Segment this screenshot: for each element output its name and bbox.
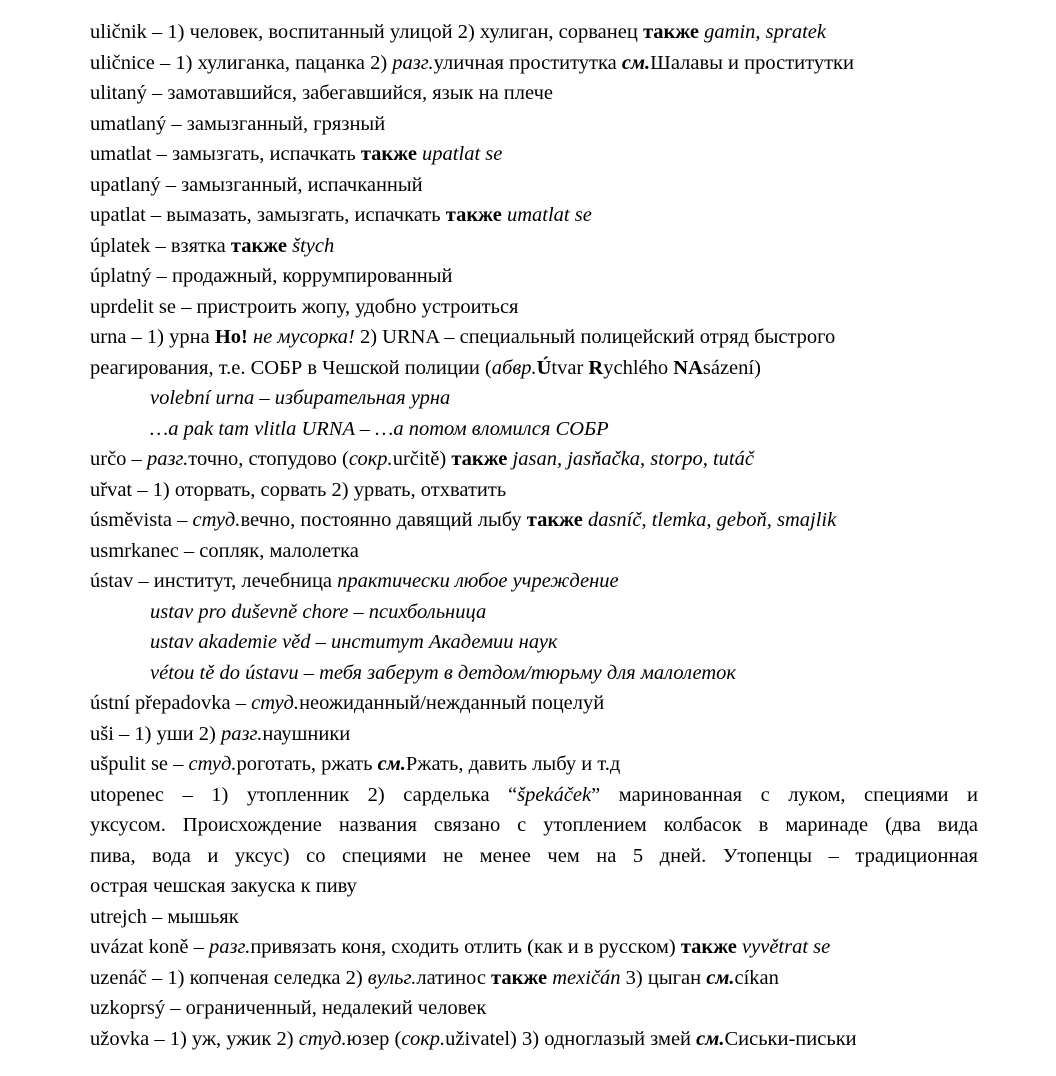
italic-text: разг. [392, 51, 434, 74]
text-run: uživatel) 3) одноглазый змей [445, 1027, 697, 1050]
emphasis-text: см. [621, 51, 651, 74]
text-run: úplatný – продажный, коррумпированный [90, 265, 453, 287]
italic-text: …a pak tam vlitla URNA – …а потом вломился СОБР [150, 417, 609, 440]
text-run: уксусом. Происхождение названия связано с утоплением колбасок в маринаде (два вида [90, 814, 978, 836]
italic-text: сокр. [348, 448, 393, 470]
entry-line [90, 566, 978, 597]
entry-line [90, 902, 978, 933]
emphasis-text: также [451, 448, 508, 470]
entry-line [90, 780, 978, 811]
text-run: Ржать, давить лыбу и т.д [405, 753, 621, 775]
example-line [90, 658, 978, 689]
italic-text: mexičán [547, 966, 621, 989]
text-run: určo – [90, 448, 147, 470]
entry-line [90, 871, 978, 902]
entry-line [90, 688, 978, 719]
text-run: ušpulit se – [90, 753, 189, 775]
dictionary-page [90, 17, 978, 1054]
emphasis-text: также [680, 936, 737, 958]
entry-line [90, 231, 978, 262]
italic-text: vétou tě do ústavu – тебя заберут в детдом/тюрьму для малолеток [150, 661, 737, 684]
text-run: вечно, постоянно давящий лыбу [240, 509, 527, 531]
text-run: tvar [551, 356, 589, 379]
entry-line [90, 292, 978, 323]
text-run: určitě) [392, 448, 452, 470]
emphasis-text: также [526, 509, 583, 531]
text-run: реагирования, т.е. СОБР в Чешской полиции ( [90, 356, 492, 379]
text-run: неожиданный/нежданный поцелуй [299, 692, 605, 714]
text-run: užovka – 1) уж, ужик 2) [90, 1027, 299, 1050]
text-run: 3) цыган [620, 966, 707, 989]
italic-text: студ. [188, 753, 237, 775]
example-line [90, 627, 978, 658]
text-run: uličnice – 1) хулиганка, пацанка 2) [90, 51, 393, 74]
text-run: уличная проститутка [433, 51, 622, 74]
entry-line [90, 78, 978, 109]
emphasis-text: NA [673, 356, 703, 379]
emphasis-text: также [360, 143, 417, 165]
italic-text: volební urna – избирательная урна [150, 387, 451, 409]
example-line [90, 414, 978, 445]
emphasis-text: также [230, 234, 287, 257]
text-run: upatlat – вымазать, замызгать, испачкать [90, 204, 446, 226]
entry-line [90, 139, 978, 170]
text-run: utopenec – 1) утопленник 2) сарделька “ [90, 783, 518, 806]
italic-text: štych [286, 234, 335, 257]
text-run: uši – 1) уши 2) [90, 722, 221, 745]
italic-text: абвр. [491, 356, 537, 379]
italic-text: вульг. [367, 966, 417, 989]
entry-line [90, 475, 978, 506]
text-run: пива, вода и уксус) со специями не менее чем на 5 дней. Утопенцы – традиционная [90, 844, 978, 867]
text-run: umatlaný – замызганный, грязный [90, 112, 386, 135]
entry-line [90, 170, 978, 201]
text-run: urna – 1) урна [90, 326, 215, 348]
text-run: úsměvista – [90, 509, 193, 531]
text-run: роготать, ржать [236, 753, 378, 775]
entry-line [90, 17, 978, 48]
italic-text: не мусорка! [247, 326, 355, 348]
entry-line [90, 719, 978, 750]
italic-text: разг. [220, 722, 263, 745]
italic-text: ustav pro duševně chore – психбольница [150, 600, 487, 623]
text-run: úplatek – взятка [90, 234, 231, 257]
text-run: ” маринованная с луком, специями и [591, 783, 979, 806]
italic-text: студ. [192, 509, 241, 531]
italic-text: сокр. [401, 1027, 446, 1050]
italic-text: студ. [298, 1027, 347, 1050]
italic-text: dasníč, tlemka, geboň, smajlik [582, 509, 837, 531]
entry-line [90, 48, 978, 79]
text-run: upatlaný – замызганный, испачканный [90, 173, 423, 196]
italic-text: špekáček [517, 783, 592, 806]
entry-line [90, 993, 978, 1024]
entry-line [90, 322, 978, 353]
italic-text: jasan, jasňačka, storpo, tutáč [507, 448, 754, 470]
emphasis-text: также [642, 21, 700, 43]
text-run: utrejch – мышьяк [90, 905, 239, 928]
entry-line [90, 200, 978, 231]
text-run: uprdelit se – пристроить жопу, удобно устроиться [90, 295, 519, 318]
entry-line [90, 261, 978, 292]
italic-text: практически любое учреждение [337, 570, 619, 592]
text-run: uvázat koně – [90, 936, 209, 958]
text-run: привязать коня, сходить отлить (как и в русском) [250, 936, 681, 958]
text-run: ulitaný – замотавшийся, забегавшийся, язык на плече [90, 82, 554, 104]
text-run: Сиськи-письки [724, 1027, 857, 1050]
text-run: Шалавы и проститутки [650, 51, 854, 74]
text-run: латинос [416, 966, 492, 989]
italic-text: vyvětrat se [736, 936, 831, 958]
text-run: ústav – институт, лечебница [90, 570, 338, 592]
italic-text: разг. [146, 448, 189, 470]
example-line [90, 597, 978, 628]
entry-line [90, 749, 978, 780]
text-run: юзер ( [346, 1027, 402, 1050]
text-run: точно, стопудово ( [188, 448, 349, 470]
emphasis-text: Ú [536, 356, 552, 379]
entry-line [90, 536, 978, 567]
italic-text: студ. [251, 692, 300, 714]
entry-line [90, 505, 978, 536]
italic-text: разг. [208, 936, 251, 958]
text-run: umatlat – замызгать, испачкать [90, 143, 361, 165]
emphasis-text: см. [377, 753, 406, 775]
italic-text: upatlat se [416, 143, 503, 165]
text-run: 2) URNA – специальный полицейский отряд быстрого [354, 326, 836, 348]
entry-line [90, 841, 978, 872]
emphasis-text: R [588, 356, 604, 379]
italic-text: ustav akademie věd – институт Академии наук [150, 631, 558, 653]
emphasis-text: см. [706, 966, 735, 989]
text-run: ychlého [603, 356, 674, 379]
entry-line [90, 810, 978, 841]
text-run: uřvat – 1) оторвать, сорвать 2) урвать, отхватить [90, 478, 507, 501]
entry-line [90, 932, 978, 963]
emphasis-text: Но! [214, 326, 248, 348]
italic-text: umatlat se [501, 204, 592, 226]
entry-line [90, 444, 978, 475]
text-run: ústní přepadovka – [90, 692, 252, 714]
text-run: uzkoprsý – ограниченный, недалекий человек [90, 997, 487, 1019]
text-run: usmrkanec – сопляк, малолетка [90, 539, 359, 562]
text-run: sázení) [702, 356, 761, 379]
text-run: cíkan [734, 966, 779, 989]
italic-text: gamin, spratek [699, 21, 827, 43]
entry-line [90, 963, 978, 994]
text-run: наушники [262, 722, 351, 745]
entry-line [90, 1024, 978, 1055]
emphasis-text: также [491, 966, 548, 989]
text-run: uzenáč – 1) копченая селедка 2) [90, 966, 368, 989]
text-run: uličnik – 1) человек, воспитанный улицой 2) хулиган, сорванец [90, 21, 643, 43]
emphasis-text: также [445, 204, 502, 226]
text-run: острая чешская закуска к пиву [90, 875, 357, 897]
entry-line [90, 353, 978, 384]
entry-line [90, 109, 978, 140]
example-line [90, 383, 978, 414]
emphasis-text: см. [696, 1027, 725, 1050]
